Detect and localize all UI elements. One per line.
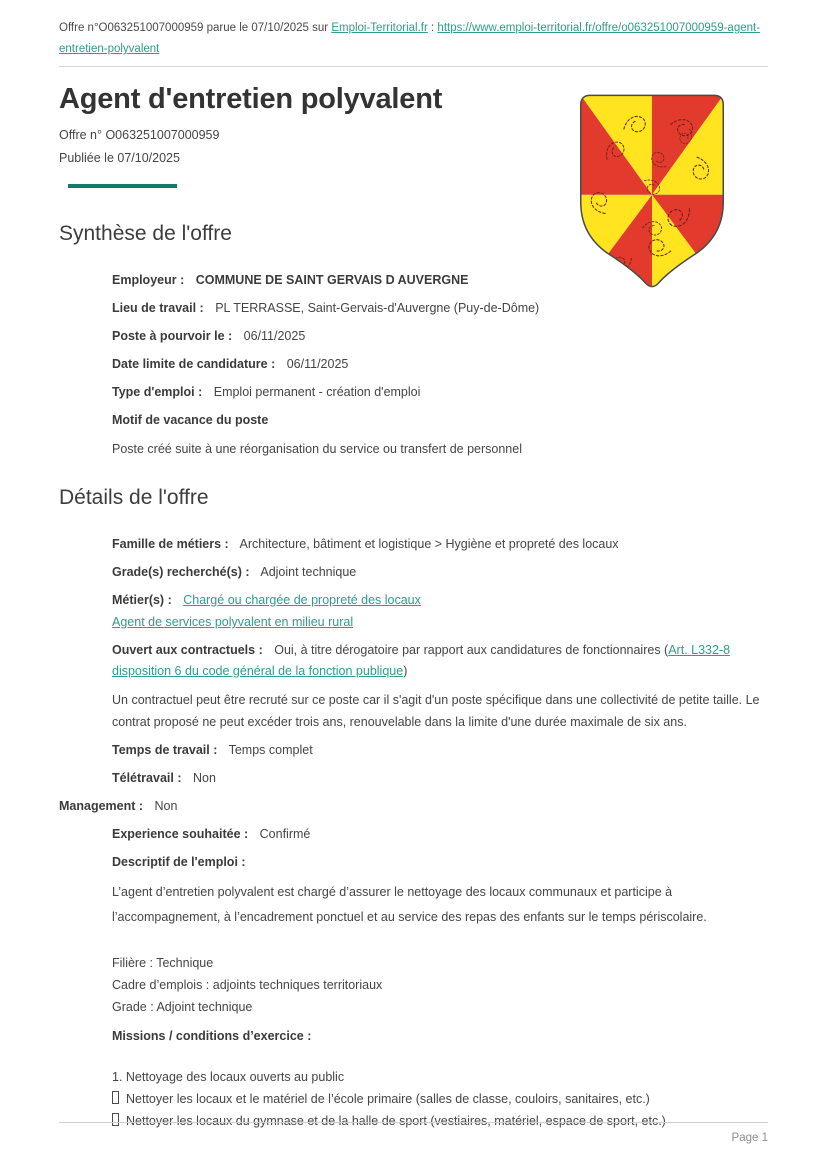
field-metiers <box>59 590 768 633</box>
field-descriptif-label <box>59 852 768 873</box>
offer-reference-text: Offre n°O063251007000959 parue le 07/10/2025 sur <box>59 22 329 34</box>
field-label: Ouvert aux contractuels : <box>112 643 263 657</box>
field-poste-a-pourvoir <box>59 326 768 347</box>
motif-vacance-text: Poste créé suite à une réorganisation du service ou transfert de personnel <box>112 442 522 456</box>
field-grades-recherches <box>59 562 768 583</box>
footer-divider <box>59 1122 768 1123</box>
section-details <box>59 486 768 1132</box>
art-l332-8-link[interactable]: Art. L332-8 disposition 6 du code général de la fonction publique <box>112 643 731 678</box>
field-lieu-travail <box>59 298 768 319</box>
emploi-territorial-link[interactable]: Emploi-Territorial.fr <box>331 22 428 34</box>
filiere-line: Filière : Technique <box>112 956 214 970</box>
field-value: Architecture, bâtiment et logistique > Hygiène et propreté des locaux <box>239 537 619 551</box>
field-label: Famille de métiers : <box>112 537 229 551</box>
field-value: Emploi permanent - création d'emploi <box>213 385 421 399</box>
field-label: Experience souhaitée : <box>112 827 249 841</box>
mission-item <box>112 1088 768 1110</box>
field-label: Grade(s) recherché(s) : <box>112 565 250 579</box>
field-label: Métier(s) : <box>112 593 172 607</box>
field-value: Temps complet <box>228 743 313 757</box>
page-title: Agent d'entretien polyvalent <box>59 83 443 115</box>
grade-line: Grade : Adjoint technique <box>112 1000 253 1014</box>
field-date-limite <box>59 354 768 375</box>
offer-number: Offre n° O063251007000959 <box>59 128 220 142</box>
details-heading: Détails de l'offre <box>59 486 209 509</box>
field-experience <box>59 824 768 845</box>
field-value-suffix: ) <box>403 664 408 678</box>
published-date: Publiée le 07/10/2025 <box>59 151 180 165</box>
metier-link-2[interactable]: Agent de services polyvalent en milieu rural <box>112 615 354 629</box>
descriptif-text: L’agent d’entretien polyvalent est chargé d’assurer le nettoyage des locaux communaux et participe à l’accompagnement, à l’encadrement ponctuel et au service des repas des enfants sur le temps périscolaire. <box>112 885 707 924</box>
header-separator: : <box>431 22 435 34</box>
field-value: Confirmé <box>259 827 311 841</box>
field-value: COMMUNE DE SAINT GERVAIS D AUVERGNE <box>195 273 469 287</box>
mission-item-text: Nettoyer les locaux et le matériel de l’école primaire (salles de classe, couloirs, sanitaires, etc.) <box>126 1092 650 1106</box>
page-number: Page 1 <box>731 1132 768 1144</box>
field-label: Télétravail : <box>112 771 182 785</box>
field-label: Poste à pourvoir le : <box>112 329 233 343</box>
field-type-emploi <box>59 382 768 403</box>
metier-link-1[interactable]: Chargé ou chargée de propreté des locaux <box>183 593 421 607</box>
synthese-heading: Synthèse de l'offre <box>59 222 232 245</box>
cadre-emplois-line: Cadre d’emplois : adjoints techniques territoriaux <box>112 978 383 992</box>
field-value: PL TERRASSE, Saint-Gervais-d'Auvergne (Puy-de-Dôme) <box>215 301 540 315</box>
offer-url-link[interactable]: https://www.emploi-territorial.fr/offre/o063251007000959-agent-entretien-polyvalent <box>59 22 761 55</box>
field-temps-travail <box>59 740 768 761</box>
field-motif-vacance <box>59 410 768 431</box>
field-value: 06/11/2025 <box>286 357 349 371</box>
document-footer <box>59 1122 768 1144</box>
field-value: 06/11/2025 <box>243 329 306 343</box>
field-label: Missions / conditions d’exercice : <box>112 1029 312 1043</box>
document-reference-header <box>59 18 768 60</box>
field-ouvert-contractuels <box>59 640 768 682</box>
commune-coat-of-arms <box>577 88 727 294</box>
missing-glyph-icon <box>112 1091 119 1104</box>
contractuel-note: Un contractuel peut être recruté sur ce poste car il s'agit d'un poste spécifique dans une collectivité de petite taille. Le contrat proposé ne peut excéder trois ans, renouvelable dans la limite d'une durée maximale de six ans. <box>112 693 760 729</box>
mission-item-text: Nettoyer les locaux du gymnase et de la halle de sport (vestiaires, matériel, espace de sport, etc.) <box>126 1114 666 1128</box>
field-teletravail <box>59 768 768 789</box>
field-management <box>59 796 768 817</box>
field-value: Non <box>192 771 216 785</box>
field-label: Management : <box>59 799 144 813</box>
mission-intro: 1. Nettoyage des locaux ouverts au public <box>112 1070 345 1084</box>
field-value: Non <box>154 799 178 813</box>
field-missions-label <box>59 1026 768 1047</box>
field-label: Temps de travail : <box>112 743 218 757</box>
field-value: Adjoint technique <box>260 565 357 579</box>
field-famille-metiers <box>59 534 768 555</box>
classification-block <box>59 952 768 1018</box>
field-label: Employeur : <box>112 273 185 287</box>
teal-accent-bar <box>68 184 177 188</box>
field-label: Lieu de travail : <box>112 301 204 315</box>
field-label: Type d'emploi : <box>112 385 203 399</box>
field-label: Descriptif de l'emploi : <box>112 855 246 869</box>
header-divider <box>59 66 768 67</box>
field-label: Date limite de candidature : <box>112 357 276 371</box>
field-value-prefix: Oui, à titre dérogatoire par rapport aux candidatures de fonctionnaires ( <box>274 643 669 657</box>
field-label: Motif de vacance du poste <box>112 413 269 427</box>
